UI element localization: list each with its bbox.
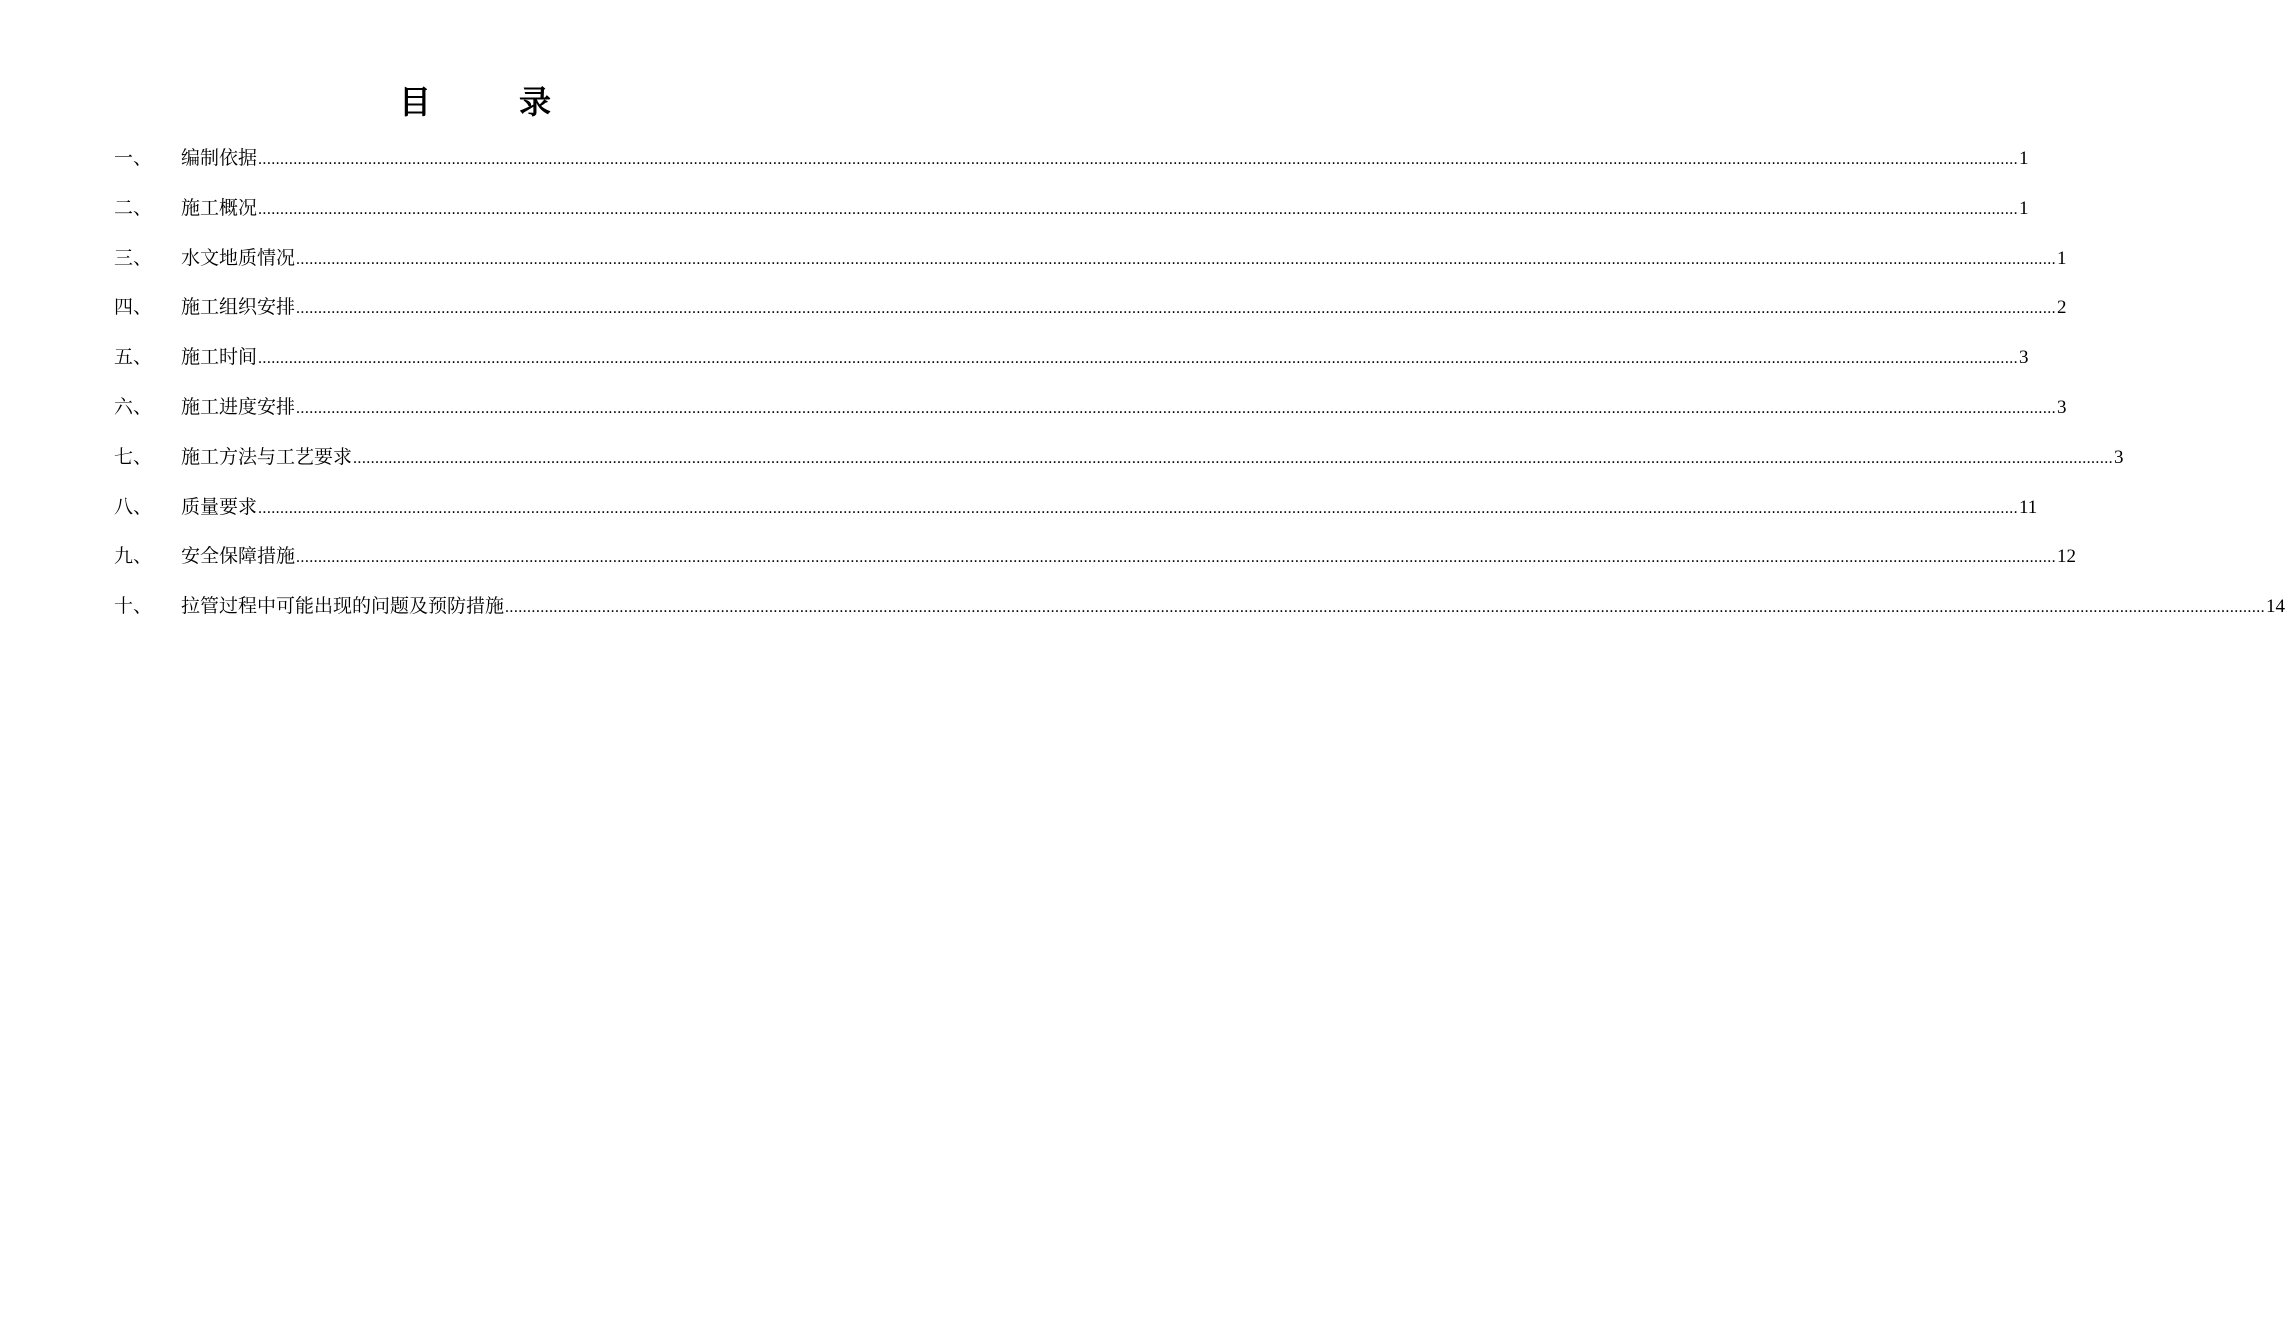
toc-entry-number: 四、 bbox=[114, 296, 153, 319]
table-of-contents bbox=[114, 140, 2285, 638]
toc-entry-number: 七、 bbox=[114, 445, 153, 468]
toc-entry-number: 十、 bbox=[114, 595, 153, 618]
toc-entry-1[interactable] bbox=[114, 140, 2029, 190]
toc-entry-title: 安全保障措施 bbox=[181, 545, 296, 568]
toc-leader-dots: ................................................................................................................................................................................................................................................................................................................................................................................................................ bbox=[258, 499, 2019, 517]
toc-leader-dots: ................................................................................................................................................................................................................................................................................................................................................................................................................ bbox=[258, 200, 2019, 218]
toc-entry-10[interactable] bbox=[114, 588, 2285, 638]
toc-entry-title: 质量要求 bbox=[181, 495, 258, 518]
toc-entry-number: 五、 bbox=[114, 346, 153, 369]
toc-entry-3[interactable] bbox=[114, 240, 2067, 290]
toc-entry-page: 14 bbox=[2266, 596, 2285, 618]
toc-leader-dots: ................................................................................................................................................................................................................................................................................................................................................................................................................ bbox=[353, 449, 2114, 467]
toc-leader-dots: ................................................................................................................................................................................................................................................................................................................................................................................................................ bbox=[258, 350, 2019, 368]
toc-entry-page: 3 bbox=[2114, 446, 2124, 468]
toc-entry-number: 三、 bbox=[114, 246, 153, 269]
toc-entry-title: 编制依据 bbox=[181, 147, 258, 169]
toc-entry-title: 施工组织安排 bbox=[181, 296, 296, 319]
toc-entry-page: 3 bbox=[2057, 396, 2067, 418]
toc-leader-dots: ................................................................................................................................................................................................................................................................................................................................................................................................................ bbox=[258, 151, 2019, 168]
toc-entry-page: 1 bbox=[2019, 197, 2029, 219]
toc-entry-7[interactable] bbox=[114, 439, 2124, 489]
toc-entry-number: 八、 bbox=[114, 495, 153, 518]
toc-entry-title: 施工方法与工艺要求 bbox=[181, 445, 353, 468]
toc-entry-number: 一、 bbox=[114, 147, 153, 169]
toc-leader-dots: ................................................................................................................................................................................................................................................................................................................................................................................................................ bbox=[296, 250, 2057, 268]
toc-entry-title: 水文地质情况 bbox=[181, 246, 296, 269]
toc-entry-number: 九、 bbox=[114, 545, 153, 568]
toc-entry-8[interactable] bbox=[114, 489, 2038, 539]
toc-entry-4[interactable] bbox=[114, 289, 2067, 339]
toc-entry-page: 1 bbox=[2057, 247, 2067, 269]
toc-entry-page: 11 bbox=[2019, 496, 2038, 518]
toc-entry-number: 六、 bbox=[114, 395, 153, 418]
toc-entry-9[interactable] bbox=[114, 538, 2077, 588]
toc-entry-page: 2 bbox=[2057, 297, 2067, 319]
toc-entry-2[interactable] bbox=[114, 190, 2029, 240]
toc-entry-page: 1 bbox=[2019, 148, 2029, 169]
toc-entry-title: 施工概况 bbox=[181, 196, 258, 219]
toc-entry-title: 施工时间 bbox=[181, 346, 258, 369]
toc-leader-dots: ................................................................................................................................................................................................................................................................................................................................................................................................................ bbox=[505, 599, 2266, 617]
toc-entry-page: 12 bbox=[2057, 546, 2077, 568]
toc-entry-6[interactable] bbox=[114, 389, 2067, 439]
toc-entry-page: 3 bbox=[2019, 347, 2029, 369]
toc-leader-dots: ................................................................................................................................................................................................................................................................................................................................................................................................................ bbox=[296, 549, 2057, 567]
page-title: 目 录 bbox=[398, 83, 579, 121]
toc-entry-number: 二、 bbox=[114, 196, 153, 219]
toc-entry-title: 施工进度安排 bbox=[181, 395, 296, 418]
toc-leader-dots: ................................................................................................................................................................................................................................................................................................................................................................................................................ bbox=[296, 300, 2057, 318]
toc-entry-5[interactable] bbox=[114, 339, 2029, 389]
toc-entry-title: 拉管过程中可能出现的问题及预防措施 bbox=[181, 595, 505, 618]
toc-leader-dots: ................................................................................................................................................................................................................................................................................................................................................................................................................ bbox=[296, 399, 2057, 417]
